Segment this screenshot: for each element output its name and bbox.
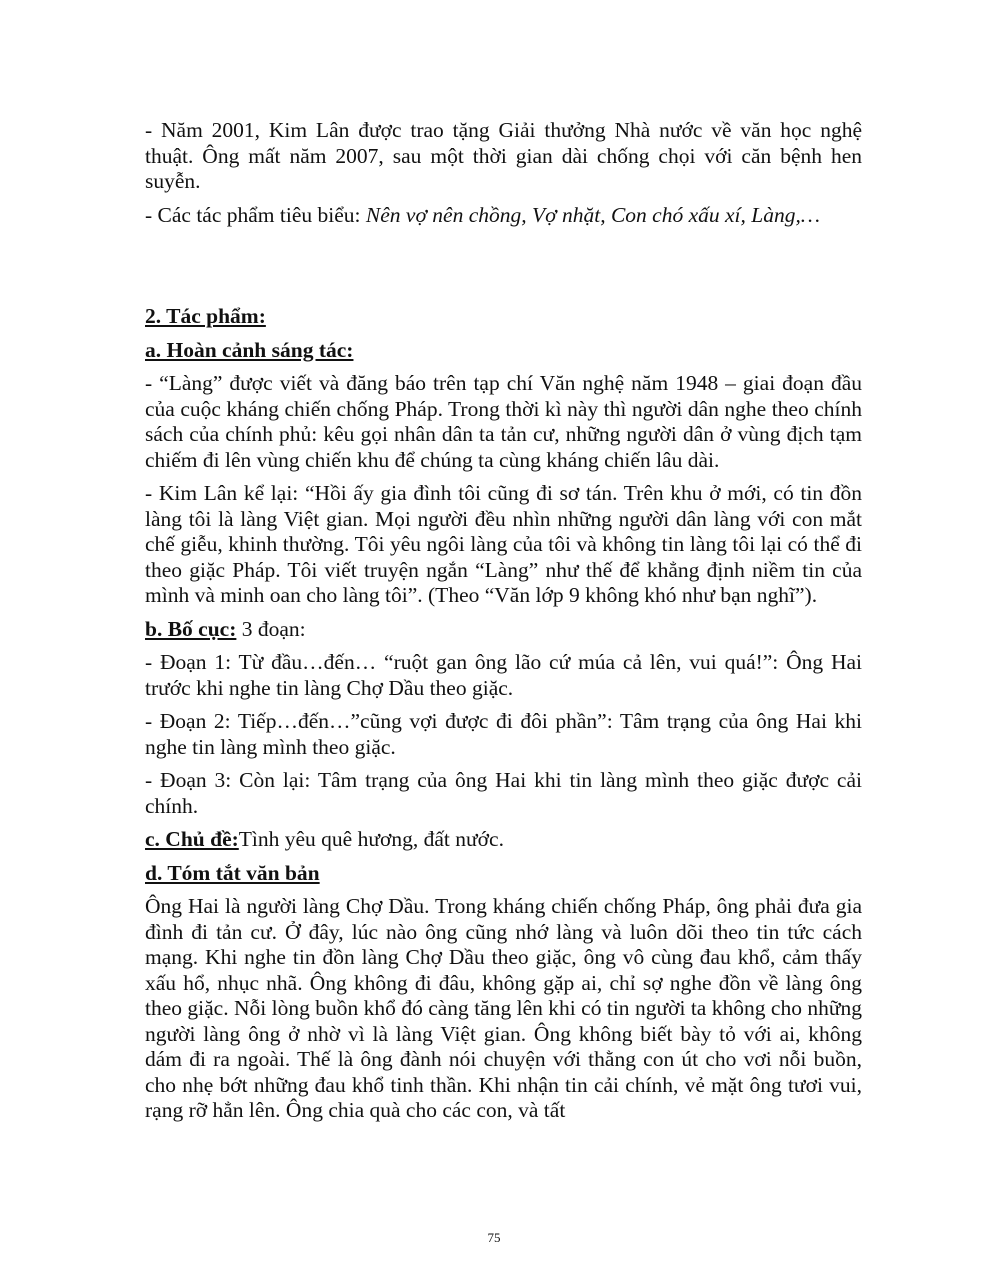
section-c-heading: c. Chủ đề: [145,827,239,851]
section-a-paragraph-1: - “Làng” được viết và đăng báo trên tạp chí Văn nghệ năm 1948 – giai đoạn đầu của cuộc kháng chiến chống Pháp. Trong thời kì này thì người dân nghe theo chính sách của chính phủ: kêu gọi nhân dân ta tản cư, những người dân ở vùng địch tạm chiếm đi lên vùng chiến khu để chúng ta cùng kháng chiến lâu dài. [145,371,862,472]
section-c-rest: Tình yêu quê hương, đất nước. [238,827,504,851]
section-d-paragraph: Ông Hai là người làng Chợ Dầu. Trong kháng chiến chống Pháp, ông phải đưa gia đình đi tản cư. Ở đây, lúc nào ông cũng nhớ làng và luôn dõi theo tin tức cách mạng. Khi nghe tin đồn làng Chợ Dầu theo giặc, ông vô cùng đau khổ, cảm thấy xấu hổ, nhục nhã. Ông không đi đâu, không gặp ai, chỉ sợ nghe đồn về làng ông theo giặc. Nỗi lòng buồn khổ đó càng tăng lên khi có tin người ta không cho những người làng ông ở nhờ vì là làng Việt gian. Ông không biết bày tỏ với ai, không dám đi ra ngoài. Thế là ông đành nói chuyện với thằng con út cho vơi nỗi buồn, cho nhẹ bớt những đau khổ tinh thần. Khi nhận tin cải chính, vẻ mặt ông tươi vui, rạng rỡ hẳn lên. Ông chia quà cho các con, và tất [145,894,862,1122]
section-c-line [145,827,862,853]
works-list: Nên vợ nên chồng, Vợ nhặt, Con chó xấu xí, Làng,… [365,202,820,227]
works-paragraph [145,203,862,229]
page-number: 75 [487,1230,501,1245]
section-b-rest: 3 đoạn: [236,616,306,641]
works-prefix: - Các tác phẩm tiêu biểu: [145,202,366,227]
section-b-heading: b. Bố cục: [145,616,237,641]
section-2-heading: 2. Tác phẩm: [145,304,266,328]
section-b-part-2: - Đoạn 2: Tiếp…đến…”cũng vợi được đi đôi phần”: Tâm trạng của ông Hai khi nghe tin làng mình theo giặc. [145,709,862,759]
intro-paragraph: - Năm 2001, Kim Lân được trao tặng Giải thưởng Nhà nước về văn học nghệ thuật. Ông mất năm 2007, sau một thời gian dài chống chọi với căn bệnh hen suyễn. [145,118,862,193]
section-d-heading: d. Tóm tắt văn bản [145,860,320,885]
section-b-part-1: - Đoạn 1: Từ đầu…đến… “ruột gan ông lão cứ múa cả lên, vui quá!”: Ông Hai trước khi nghe tin làng Chợ Dầu theo giặc. [145,650,862,700]
section-b-line [145,617,862,643]
section-a-heading: a. Hoàn cảnh sáng tác: [145,337,354,362]
spacer [145,236,862,304]
section-b-part-3: - Đoạn 3: Còn lại: Tâm trạng của ông Hai khi tin làng mình theo giặc được cải chính. [145,768,862,818]
section-a-paragraph-2: - Kim Lân kể lại: “Hồi ấy gia đình tôi cũng đi sơ tán. Trên khu ở mới, có tin đồn làng tôi là làng Việt gian. Mọi người đều nhìn những người dân làng với con mắt chế giễu, khinh thường. Tôi yêu ngôi làng của tôi và không tin làng tôi lại có thể đi theo giặc Pháp. Tôi viết truyện ngắn “Làng” như thế để khẳng định niềm tin của mình và minh oan cho làng tôi”. (Theo “Văn lớp 9 không khó như bạn nghĩ”). [145,481,862,607]
